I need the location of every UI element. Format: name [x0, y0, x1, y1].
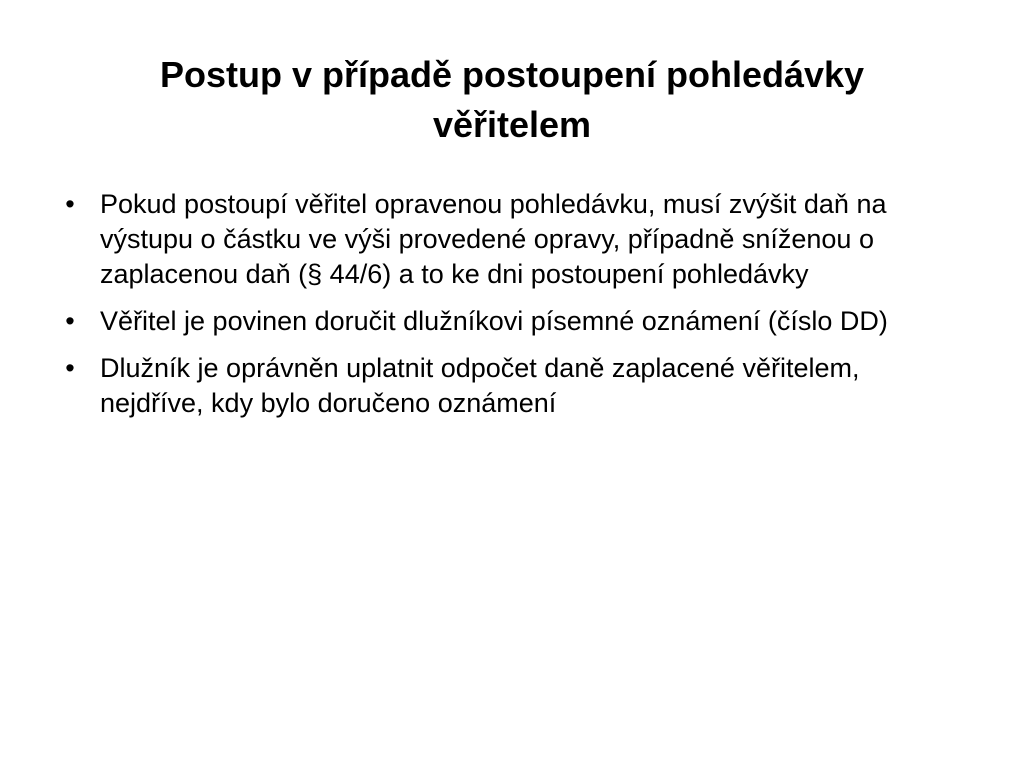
bullet-text: Dlužník je oprávněn uplatnit odpočet daně zaplacené věřitelem, nejdříve, kdy bylo doručeno oznámení [100, 353, 860, 418]
bullet-item [60, 304, 960, 339]
bullet-list [60, 187, 960, 433]
bullet-icon: • [65, 189, 75, 219]
bullet-text: Pokud postoupí věřitel opravenou pohledávku, musí zvýšit daň na výstupu o částku ve výši provedené opravy, případně sníženou o zaplacenou daň (§ 44/6) a to ke dni postoupení pohledávky [100, 189, 887, 289]
bullet-item [60, 351, 960, 421]
bullet-item [60, 187, 960, 292]
slide-title: Postup v případě postoupení pohledávky věřitelem [159, 54, 865, 145]
bullet-icon: • [65, 306, 75, 336]
bullet-text: Věřitel je povinen doručit dlužníkovi písemné oznámení (číslo DD) [100, 306, 888, 336]
bullet-icon: • [65, 353, 75, 383]
